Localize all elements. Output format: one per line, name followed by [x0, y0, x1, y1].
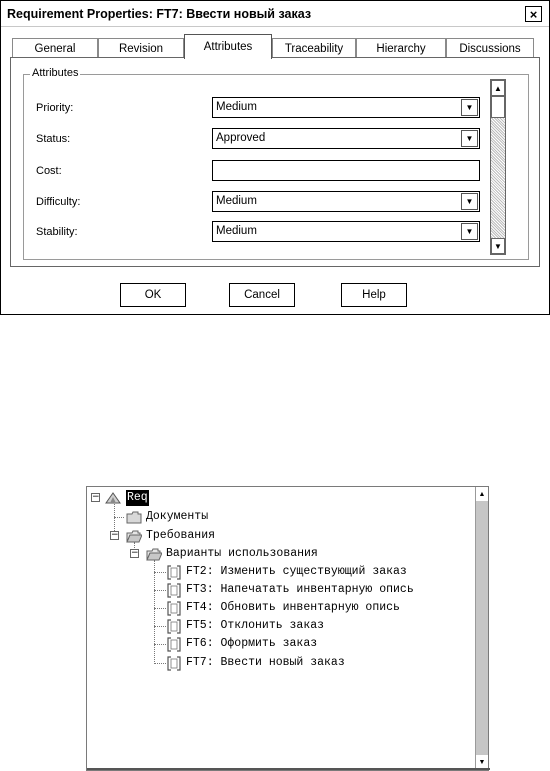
tab-general[interactable] — [12, 38, 98, 59]
scroll-thumb[interactable] — [491, 96, 505, 118]
collapse-icon[interactable]: − — [131, 548, 139, 558]
difficulty-row — [24, 191, 484, 213]
cancel-button-label: Cancel — [244, 289, 280, 301]
cost-row — [24, 160, 484, 182]
tree-node-ft5[interactable] — [87, 618, 467, 634]
tab-hierarchy-label: Hierarchy — [376, 43, 426, 55]
tree-bottom-border — [87, 768, 490, 770]
project-tree — [87, 487, 475, 769]
tab-general-label: General — [34, 43, 76, 55]
difficulty-label: Difficulty: — [36, 196, 81, 208]
tree-node-label: FT3: Напечатать инвентарную опись — [186, 583, 414, 596]
status-row — [24, 128, 484, 150]
help-button-label: Help — [362, 289, 386, 301]
chevron-down-icon[interactable]: ▼ — [461, 130, 478, 147]
tab-discussions[interactable] — [446, 38, 534, 59]
close-button[interactable] — [525, 6, 542, 22]
tree-node-ft4[interactable] — [87, 600, 467, 616]
stability-label: Stability: — [36, 226, 78, 238]
tree-node-label: FT5: Отклонить заказ — [186, 619, 325, 632]
priority-row — [24, 97, 484, 119]
tree-node-ft3[interactable] — [87, 582, 467, 598]
status-label: Status: — [36, 133, 71, 145]
tab-attributes[interactable] — [184, 34, 272, 59]
tab-revision[interactable] — [98, 38, 184, 59]
tab-discussions-label: Discussions — [459, 43, 521, 55]
folder-open-icon — [146, 548, 162, 561]
priority-select[interactable] — [212, 97, 480, 118]
difficulty-select[interactable] — [212, 191, 480, 212]
scroll-down-icon[interactable]: ▼ — [491, 238, 505, 254]
folder-icon — [126, 511, 142, 524]
close-icon: × — [529, 6, 538, 22]
scroll-up-icon[interactable]: ▲ — [476, 487, 488, 501]
tree-node-label: Документы — [146, 510, 209, 523]
tab-traceability-label: Traceability — [284, 43, 344, 55]
project-tree-window — [86, 486, 489, 771]
help-button[interactable] — [341, 283, 407, 307]
dialog-title: Requirement Properties: FT7: Ввести новый заказ — [7, 7, 312, 21]
tree-node-label: Требования — [146, 529, 216, 542]
priority-value: Medium — [216, 101, 257, 113]
tree-node-documents[interactable] — [87, 509, 467, 525]
requirement-icon — [167, 656, 181, 671]
tree-node-root[interactable] — [87, 490, 467, 506]
requirement-icon — [167, 583, 181, 598]
tree-node-label: Req — [127, 491, 148, 504]
stability-select[interactable] — [212, 221, 480, 242]
project-icon — [104, 490, 122, 506]
collapse-icon[interactable]: − — [92, 492, 100, 502]
cost-field[interactable] — [212, 160, 480, 181]
tree-node-label: FT4: Обновить инвентарную опись — [186, 601, 400, 614]
tree-node-label: FT6: Оформить заказ — [186, 637, 318, 650]
scroll-up-icon[interactable]: ▲ — [491, 80, 505, 96]
tree-node-ft7[interactable] — [87, 655, 467, 671]
scroll-down-icon[interactable]: ▼ — [476, 755, 488, 769]
chevron-down-icon[interactable]: ▼ — [461, 223, 478, 240]
cancel-button[interactable] — [229, 283, 295, 307]
attributes-group-label: Attributes — [32, 67, 79, 79]
attributes-tab-panel — [10, 57, 540, 267]
tab-revision-label: Revision — [118, 43, 164, 55]
requirement-properties-dialog — [0, 0, 550, 315]
tree-node-label: FT7: Ввести новый заказ — [186, 656, 345, 669]
tree-node-label: FT2: Изменить существующий заказ — [186, 565, 407, 578]
stability-row — [24, 221, 484, 243]
chevron-down-icon[interactable]: ▼ — [461, 99, 478, 116]
status-value: Approved — [216, 132, 266, 144]
cost-label: Cost: — [36, 165, 62, 177]
tab-hierarchy[interactable] — [356, 38, 446, 59]
collapse-icon[interactable]: − — [111, 530, 119, 540]
tree-node-ft2[interactable] — [87, 564, 467, 580]
title-bar[interactable] — [1, 1, 549, 27]
status-select[interactable] — [212, 128, 480, 149]
tree-node-label: Варианты использования — [166, 547, 318, 560]
attributes-group — [23, 67, 529, 260]
tab-attributes-label: Attributes — [203, 41, 253, 53]
requirement-icon — [167, 637, 181, 652]
requirement-icon — [167, 601, 181, 616]
tree-node-requirements[interactable] — [87, 528, 467, 544]
ok-button[interactable] — [120, 283, 186, 307]
tree-node-ft6[interactable] — [87, 636, 467, 652]
ok-button-label: OK — [144, 289, 162, 301]
attributes-scrollbar[interactable] — [490, 79, 506, 255]
difficulty-value: Medium — [216, 195, 257, 207]
priority-label: Priority: — [36, 102, 74, 114]
tree-scrollbar[interactable] — [475, 487, 488, 769]
tab-traceability[interactable] — [272, 38, 356, 59]
stability-value: Medium — [216, 225, 257, 237]
folder-open-icon — [126, 530, 142, 543]
chevron-down-icon[interactable]: ▼ — [461, 193, 478, 210]
requirement-icon — [167, 619, 181, 634]
tree-node-use-cases[interactable] — [87, 546, 467, 562]
requirement-icon — [167, 565, 181, 580]
tab-bar — [1, 34, 549, 58]
